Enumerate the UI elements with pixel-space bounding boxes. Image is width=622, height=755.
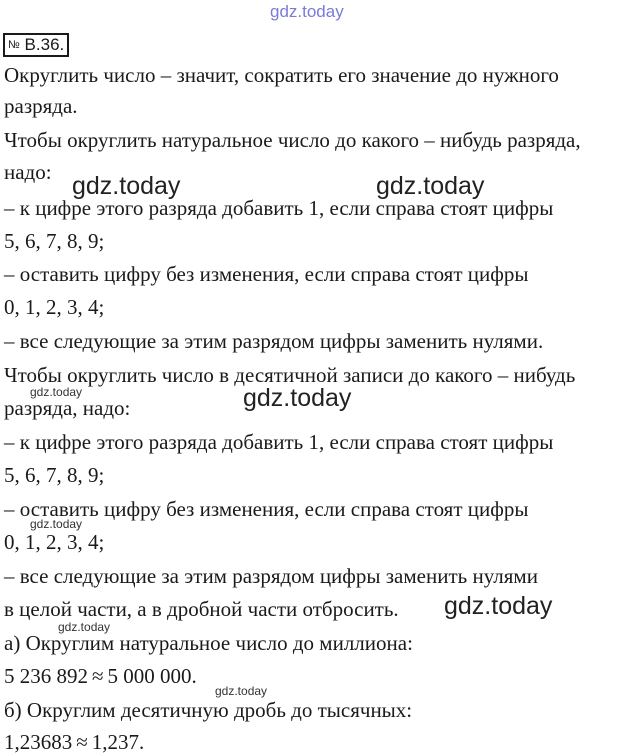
watermark: gdz.today <box>30 517 83 531</box>
watermark: gdz.today <box>243 384 352 412</box>
watermark: gdz.today <box>444 592 553 620</box>
text-line-6: 5, 6, 7, 8, 9; <box>4 229 105 253</box>
watermark-top: gdz.today <box>270 2 344 21</box>
text-line-12: – к цифре этого разряда добавить 1, если справа стоят цифры <box>4 430 554 454</box>
example-a <box>4 664 197 688</box>
example-a-from: 5 236 892 <box>4 664 88 688</box>
example-b-to: 1,237. <box>91 730 145 754</box>
text-line-b: б) Округлим десятичную дробь до тысячных: <box>4 698 413 722</box>
exercise-number-badge <box>3 33 69 57</box>
text-line-9: – все следующие за этим разрядом цифры заменить нулями. <box>4 329 544 353</box>
example-b-from: 1,23683 <box>4 730 73 754</box>
watermark: gdz.today <box>30 385 83 399</box>
watermark: gdz.today <box>58 620 111 634</box>
approx-symbol: ≈ <box>92 664 104 688</box>
example-b <box>4 730 144 754</box>
text-line-14: – оставить цифру без изменения, если справа стоят цифры <box>4 497 529 521</box>
text-line-7: – оставить цифру без изменения, если справа стоят цифры <box>4 262 529 286</box>
watermark: gdz.today <box>376 172 485 200</box>
text-line-3: Чтобы округлить натуральное число до какого – нибудь разряда, <box>4 128 581 152</box>
watermark: gdz.today <box>215 684 268 698</box>
text-line-11: разряда, надо: <box>4 396 131 420</box>
text-line-1: Округлить число – значит, сократить его значение до нужного <box>4 63 559 87</box>
text-line-4: надо: <box>4 160 52 184</box>
text-line-5: – к цифре этого разряда добавить 1, если справа стоят цифры <box>4 196 554 220</box>
watermark: gdz.today <box>72 172 181 200</box>
example-a-to: 5 000 000. <box>107 664 197 688</box>
text-line-13: 5, 6, 7, 8, 9; <box>4 463 105 487</box>
text-line-2: разряда. <box>4 94 78 118</box>
text-line-15: 0, 1, 2, 3, 4; <box>4 530 105 554</box>
text-line-17: в целой части, а в дробной части отбросить. <box>4 597 399 621</box>
approx-symbol: ≈ <box>76 730 88 754</box>
text-line-10: Чтобы округлить число в десятичной записи до какого – нибудь <box>4 363 576 387</box>
text-line-18: а) Округлим натуральное число до миллиона: <box>4 631 413 655</box>
number-sign: № <box>8 39 20 51</box>
text-line-16: – все следующие за этим разрядом цифры заменить нулями <box>4 564 538 588</box>
text-line-8: 0, 1, 2, 3, 4; <box>4 295 105 319</box>
exercise-number: В.36. <box>24 35 65 54</box>
